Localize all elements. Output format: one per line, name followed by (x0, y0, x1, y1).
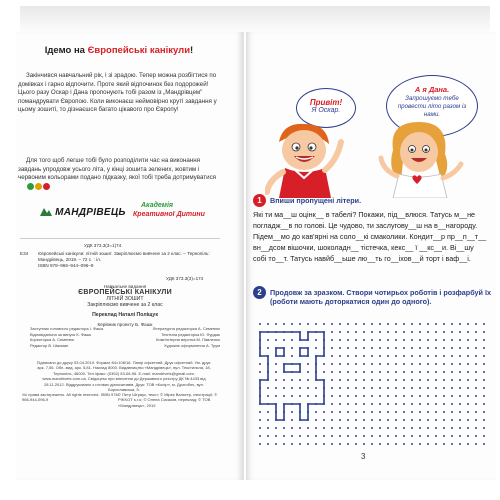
cipher-code: Е34 (20, 251, 29, 256)
task-1-badge: 1 (253, 194, 266, 207)
mountain-icon (40, 206, 52, 216)
copyright-notice: © Петр Штраус, текст; © Мірек Вальтер, ілюстрації; © PIKKOT s.r.o; © Олена Сисаков, переклад; © ТОВ «Мандрівець», 2019 (118, 392, 218, 408)
credit-entry: Заступник головного редактора І. Фашк (30, 326, 104, 331)
smiley-icons (18, 183, 50, 193)
intro-title: Ідемо на Європейські канікули! (44, 45, 194, 56)
oskar-figure (267, 124, 341, 198)
intro-paragraph-1: Закінчився навчальний рік, і зі зрадою. Тепер можна розбігтися по домівках і гарно відпочити. Проте який відпочинок без подорожей! Цього разу Оскар і Дана пропонують тобі разом із „Мандрівцем" помандрувати Європою. Коли виконаєш неймовірно круті завдання у цьому зошиті, то дізнаєшся багато цікавого про Європу! (18, 72, 217, 114)
credits-list (30, 326, 220, 348)
dana-figure (381, 122, 461, 198)
credit-entry: Відповідальна за випуск К. Фашк (30, 331, 92, 337)
rights-notice: Усі права застережено. All rights reserved. ISBN 978-966-944-096-9 (22, 392, 120, 403)
robot-dot-grid[interactable] (252, 320, 492, 448)
credit-entry: Комп'ютерна верстка М. Павленко (156, 337, 220, 343)
sample-robot-outline (260, 332, 324, 420)
intro-paragraph-2: Для того щоб легше тобі було розподілити час на виконання завдань упродовж усього літа, у кінці зошита зелених, жовтим і червоним кольорами подано підказку, якої тобі треба дотримуватися (18, 157, 218, 192)
bibliographic-description: Європейські канікули: літній зошит. Закріплюємо вивчене за 2 клас. – Тернопіль: Мандрівець, 2019. – 72 с. : іл. ISBN 978–966–944–096–9 (38, 251, 210, 269)
task-1-text: Які ти ма__ш оцінк__ в табелі? Покажи, під__влюся. Татусь м__не погладж__в по голові. Це чудово, ти заслугову__ш на в__нагороду. Підем__мо до кав'ярні на соло__кі смаколики. Кондит__р пр__п__т__ вн__дсом вішочки, шоколадн__ тістечка, кекс__ ї __кс__и. Ві__шу собі то__т. Татусь навйб__ьше лю__ть го__іхов__й торт і ваф__і. (253, 210, 487, 263)
green-smiley-icon (27, 183, 34, 190)
task-1-title: Впиши пропущені літери. (270, 196, 362, 205)
book-title: ЄВРОПЕЙСЬКІ КАНІКУЛИ (78, 289, 172, 296)
udk-code-2: УДК 373.3(3)=174 (166, 276, 204, 281)
credit-entry: Коректорка А. Семенюк (30, 337, 75, 343)
mandrivets-logo: МАНДРІВЕЦЬ (40, 206, 126, 218)
task-2-title: Продовж за зразком. Створи чотирьох роботів і розфарбуй їх (роботи мають доторкатися один до одного). (270, 288, 491, 307)
translator: Переклад Наталі Поліщук (92, 312, 158, 318)
akademia-logo: Академія Креативної Дитини (133, 202, 205, 218)
yellow-smiley-icon (35, 183, 42, 190)
credit-entry: Технічна редакторка Ю. Фурдак (161, 331, 220, 337)
publication-info: Підписано до друку 03.04.2019. Формат 84×108/16. Папір офсетний. Друк офсетний. Ум. друк. арк. 7,56. Обл.-вид. арк. 5,81. Наклад 8000. Видавництво «Мандрівець», вул. Текстильна, 18, Тернопіль, 46000. Тел./факс: (0352) 53-06-96. E-mail: mandrivets@gmail.com. www.mandrivets.com.ua. Свідоцтво про внесення до Державного реєстру ДК № 4433 від 28.11.2012. Віддруковано з готових діапозитивів. Друк: ТОВ «Колір», м. Дрогобич, вул. Бориславська, 5. (36, 360, 212, 393)
credit-row (30, 343, 220, 349)
task-2-badge: 2 (253, 286, 266, 299)
children-illustration (265, 120, 475, 198)
speech-bubble-dana: А я Дана. Запрошуємо тебе провести літо разом із нами. (386, 75, 478, 137)
credit-entry: Редактор В. Шахман (30, 342, 69, 348)
dot-grid (259, 323, 485, 445)
credit-entry: Художнє оформлення А. Трум (164, 342, 220, 348)
divider (20, 238, 220, 239)
credit-entry: Літературна редакторка А. Семенюк (152, 326, 220, 331)
page-number: 3 (361, 452, 366, 461)
edition-block: Навчальне видання ЄВРОПЕЙСЬКІ КАНІКУЛИ ЛІТНІЙ ЗОШИТ Закріплюємо вивчене за 2 клас Переклад Наталі Поліщук Керівник проекту Б. Фашк (30, 284, 220, 327)
red-smiley-icon (43, 183, 50, 190)
udk-code: УДК 373.3(3=1)74 (84, 243, 122, 248)
speech-bubble-oskar: Привіт! Я Оскар. (296, 88, 356, 128)
